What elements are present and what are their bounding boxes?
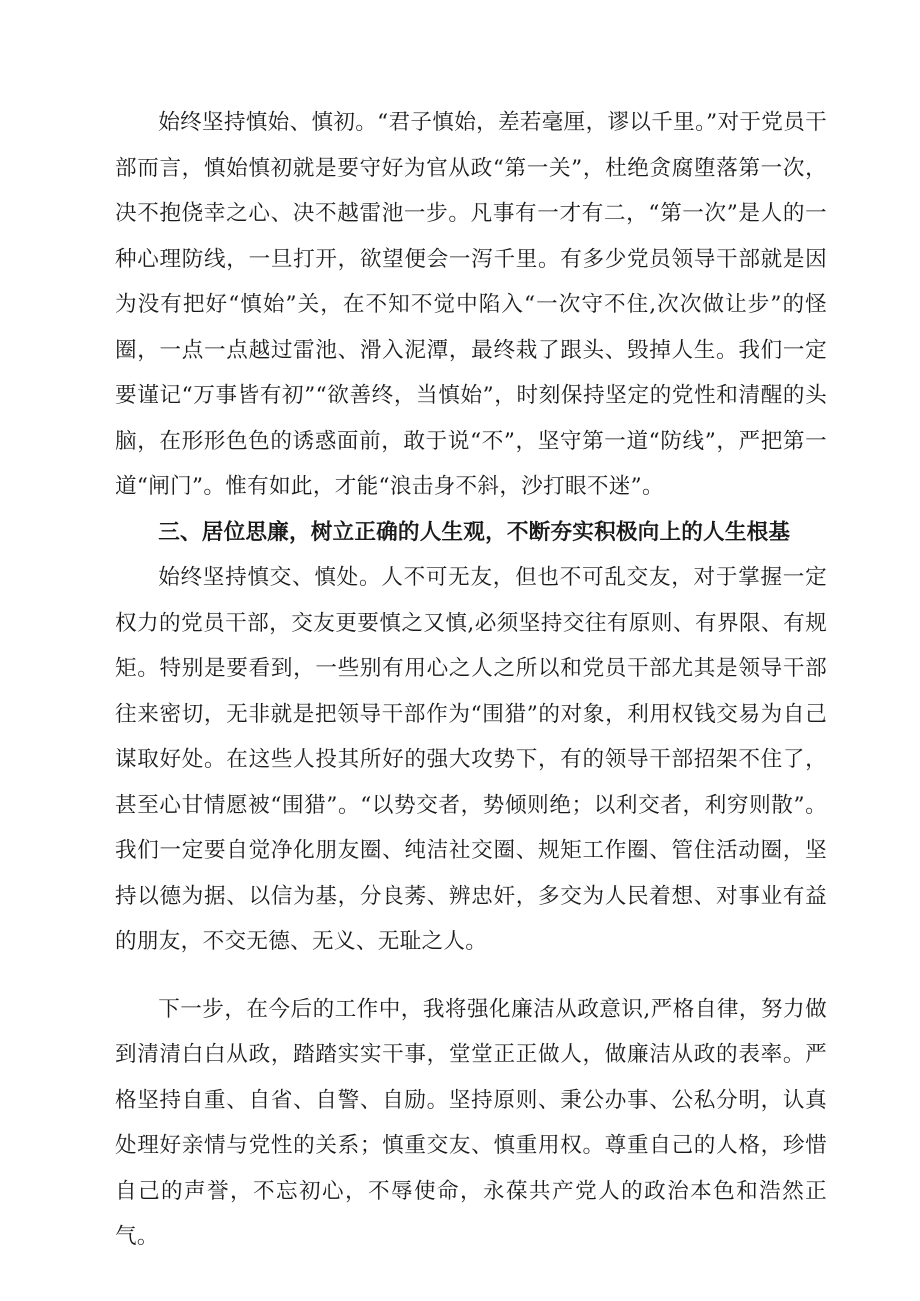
paragraph-next-steps: 下一步，在今后的工作中，我将强化廉洁从政意识,严格自律，努力做到清清白白从政，踏踏实实干事，堂堂正正做人，做廉洁从政的表率。严格坚持自重、自省、自警、自励。坚持原则、秉公办事、公私分明，认真处理好亲情与党性的关系；慎重交友、慎重用权。尊重自己的人格，珍惜自己的声誉，不忘初心，不辱使命，永葆共产党人的政治本色和浩然正气。 xyxy=(115,996,827,1249)
paragraph-cautious-friendship: 始终坚持慎交、慎处。人不可无友，但也不可乱交友，对于掌握一定权力的党员干部，交友更要慎之又慎,必须坚持交往有原则、有界限、有规矩。特别是要看到，一些别有用心之人之所以和党员干部尤其是领导干部往来密切，无非就是把领导干部作为“围猎”的对象，利用权钱交易为自己谋取好处。在这些人投其所好的强大攻势下，有的领导干部招架不住了，甚至心甘情愿被“围猎”。“以势交者，势倾则绝；以利交者，利穷则散”。我们一定要自觉净化朋友圈、纯洁社交圈、规矩工作圈、管住活动圈，坚持以德为据、以信为基，分良莠、辨忠奸，多交为人民着想、对事业有益的朋友，不交无德、无义、无耻之人。 xyxy=(115,565,827,954)
document-body xyxy=(115,100,827,1260)
paragraph-cautious-beginning: 始终坚持慎始、慎初。“君子慎始，差若毫厘，谬以千里。”对于党员干部而言，慎始慎初就是要守好为官从政“第一关”，杜绝贪腐堕落第一次，决不抱侥幸之心、决不越雷池一步。凡事有一才有二，“第一次”是人的一种心理防线，一旦打开，欲望便会一泻千里。有多少党员领导干部就是因为没有把好“慎始”关，在不知不觉中陷入“一次守不住,次次做让步”的怪圈，一点一点越过雷池、滑入泥潭，最终栽了跟头、毁掉人生。我们一定要谨记“万事皆有初”“欲善终，当慎始”，时刻保持坚定的党性和清醒的头脑，在形形色色的诱惑面前，敢于说“不”，坚守第一道“防线”，严把第一道“闸门”。惟有如此，才能“浪击身不斜，沙打眼不迷”。 xyxy=(115,110,827,499)
paragraph-spacer xyxy=(115,965,827,987)
section-heading-three: 三、居位思廉，树立正确的人生观，不断夯实积极向上的人生根基 xyxy=(158,519,791,545)
